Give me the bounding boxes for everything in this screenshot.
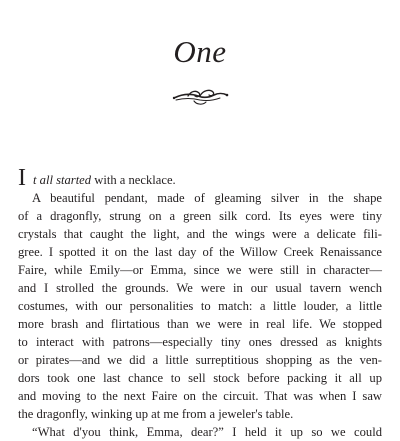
text-line: Faire, while Emily—or Emma, since we were still in character— [18, 263, 382, 277]
text-line: A beautiful pendant, made of gleaming silver in the shape [32, 191, 382, 205]
text-line: costumes, with our personalities to match: a little louder, a little [18, 299, 382, 313]
chapter-title: One [173, 34, 227, 69]
text-line: and moving to the next Faire on the circuit. That was when I saw [18, 389, 382, 403]
opening-line [18, 165, 382, 191]
chapter-body [18, 165, 382, 441]
text-line: or pirates—and we did a little surreptitious shopping as the ven- [18, 353, 382, 367]
text-line: and I strolled the grounds. We were in our usual tavern wench [18, 281, 382, 295]
flourish-ornament-icon [170, 86, 230, 108]
text-line: gree. I spotted it on the last day of the Willow Creek Renaissance [18, 245, 382, 259]
text-line: “What d'you think, Emma, dear?” I held it up so we could [32, 425, 382, 439]
text-line: to interact with patrons—especially tiny ones dressed as knights [18, 335, 382, 349]
text-line: crystals that caught the light, and the wings were a delicate fili- [18, 227, 382, 241]
drop-cap: I [18, 165, 26, 191]
text-line: dors took one last chance to sell stock before packing it all up [18, 371, 382, 385]
text-line: the dragonfly, winking up at me from a jeweler's table. [18, 407, 294, 421]
opening-italic-phrase: t all started [33, 173, 92, 187]
text-line: more brash and flirtatious than we were in real life. We stopped [18, 317, 382, 331]
text-line: of a dragonfly, strung on a green silk cord. Its eyes were tiny [18, 209, 382, 223]
opening-rest: with a necklace. [91, 173, 176, 187]
